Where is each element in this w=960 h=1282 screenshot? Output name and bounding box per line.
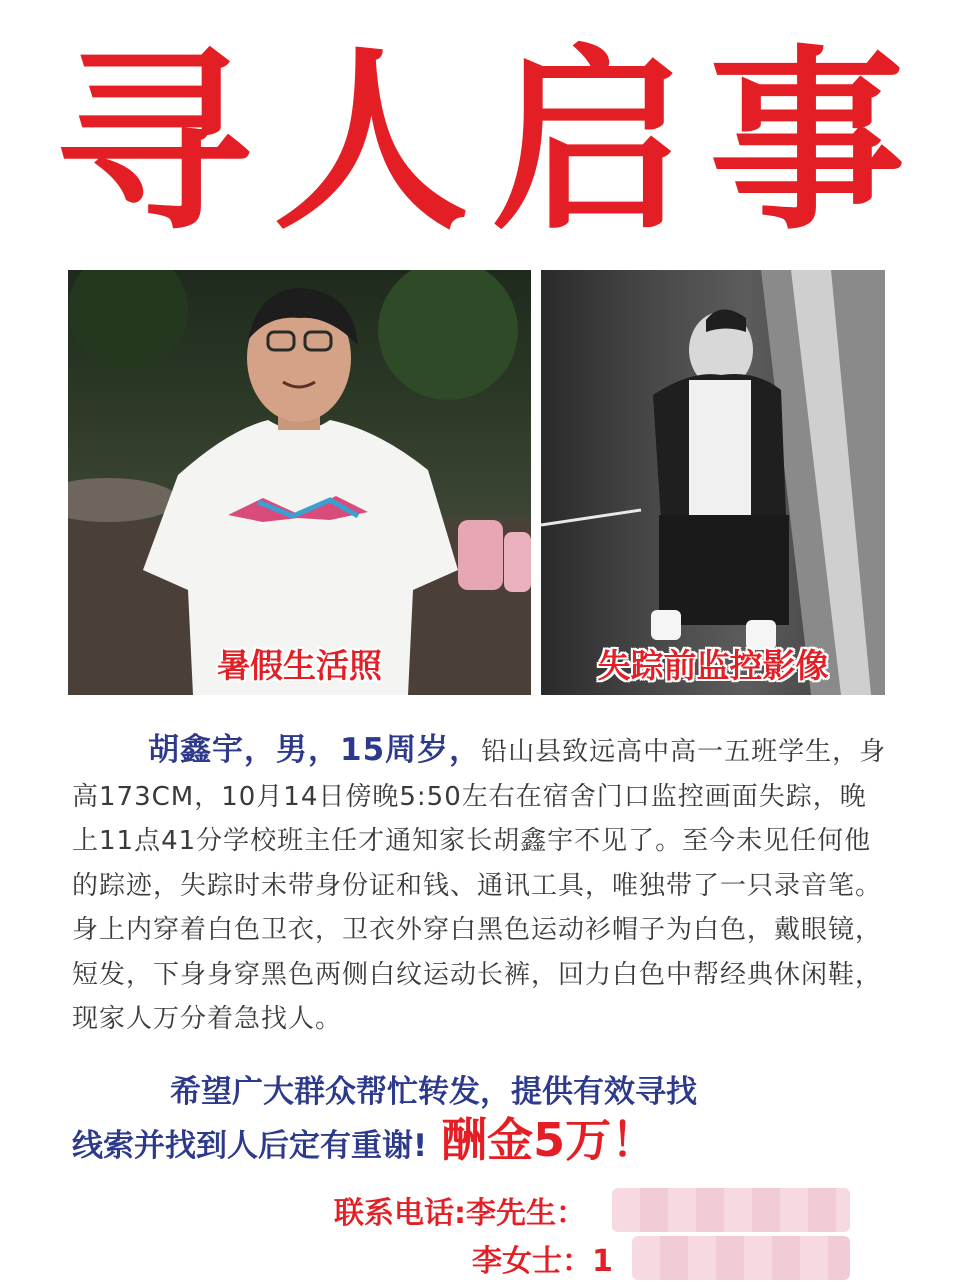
- appeal-line-1: 希望广大群众帮忙转发，提供有效寻找: [170, 1074, 697, 1110]
- missing-person-summary: 胡鑫宇，男，15周岁，: [148, 732, 482, 768]
- appeal-line-2-text: 线索并找到人后定有重谢!: [72, 1128, 428, 1164]
- description-paragraph: [72, 728, 892, 1042]
- surveillance-photo: [541, 270, 885, 695]
- description-text: 铅山县致远高中高一五班学生，身高173CM，10月14日傍晚5:50左右在宿舍门口监控画面失踪，晚上11点41分学校班主任才通知家长胡鑫宇不见了。至今未见任何他的踪迹，失踪时未带身份证和钱、通讯工具，唯独带了一只录音笔。身上内穿着白色卫衣，卫衣外穿白黑色运动衫帽子为白色，戴眼镜，短发，下身身穿黑色两侧白纹运动长裤，回力白色中帮经典休闲鞋，现家人万分着急找人。: [72, 737, 887, 1034]
- reward-amount: 酬金5万！: [441, 1113, 658, 1167]
- surveillance-illustration: [541, 270, 885, 695]
- contact-ms-li: 李女士：1: [472, 1244, 613, 1279]
- summer-photo-illustration: [68, 270, 531, 695]
- redacted-phone-1: [612, 1188, 850, 1232]
- summer-photo-caption: 暑假生活照: [217, 646, 382, 685]
- contact-mr-li: 联系电话:李先生：: [334, 1196, 586, 1231]
- summer-life-photo: [68, 270, 531, 695]
- appeal-block: [72, 1068, 902, 1170]
- redacted-phone-2: [632, 1236, 850, 1280]
- notice-title: 寻人启事: [54, 29, 927, 257]
- appeal-line-2: [72, 1113, 902, 1170]
- surveillance-photo-caption: 失踪前监控影像: [597, 646, 829, 685]
